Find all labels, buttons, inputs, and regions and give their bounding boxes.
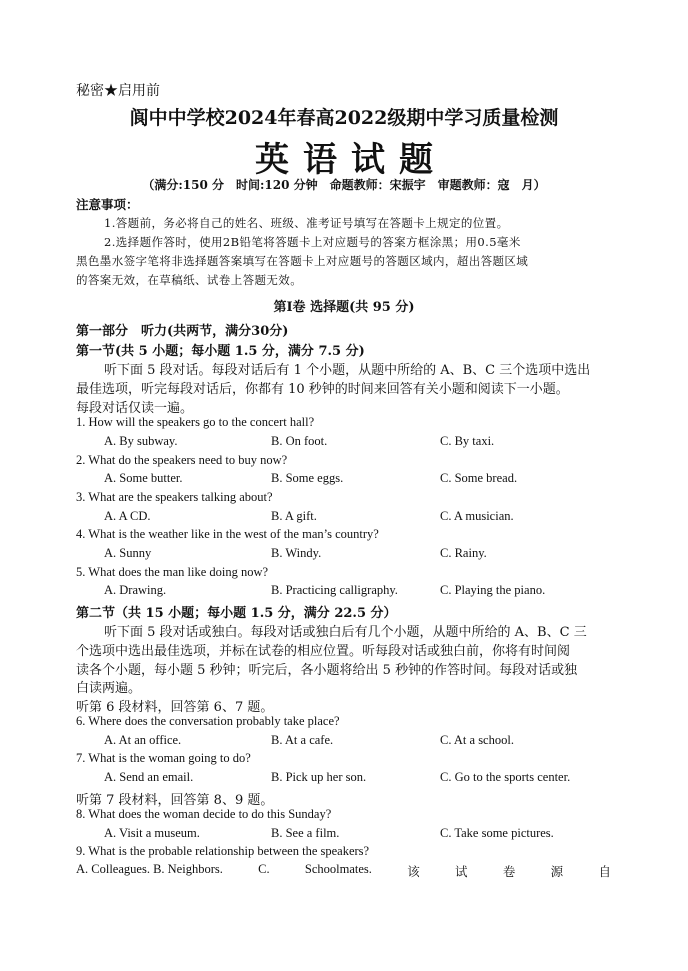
instruction-line: 最佳选项，听完每段对话后，你都有 10 秒钟的时间来回答有关小题和阅读下一小题。 xyxy=(76,382,569,397)
source-char: 该 xyxy=(407,865,420,879)
question-stem: 5. What does the man like doing now? xyxy=(76,565,269,579)
option-c-letter: C. xyxy=(258,862,270,876)
instruction-line: 个选项中选出最佳选项，并标在试卷的相应位置。听每段对话或独白前，你将有时间阅 xyxy=(76,644,571,659)
question-9-options xyxy=(76,862,611,880)
question-stem: 6. Where does the conversation probably take place? xyxy=(76,714,340,728)
source-char: 源 xyxy=(550,865,564,879)
notice-title: 注意事项： xyxy=(76,197,139,212)
option-a: A. A CD. xyxy=(104,509,151,523)
option-b: B. On foot. xyxy=(271,434,328,448)
option-b: B. A gift. xyxy=(271,509,317,523)
option-a: A. Visit a museum. xyxy=(104,826,200,840)
question-stem: 8. What does the woman decide to do this Sunday? xyxy=(76,807,332,821)
notice-line: 的答案无效，在草稿纸、试卷上答题无效。 xyxy=(76,273,303,287)
question-stem: 7. What is the woman going to do? xyxy=(76,751,251,765)
volume-heading: 第Ⅰ卷 选择题(共 95 分) xyxy=(273,300,415,315)
option-c: C. Take some pictures. xyxy=(440,826,554,840)
confidential-label: 秘密★启用前 xyxy=(76,83,160,99)
option-c: C. Go to the sports center. xyxy=(440,770,571,784)
option-c: C. Rainy. xyxy=(440,546,487,560)
question-stem: 3. What are the speakers talking about? xyxy=(76,490,273,504)
instruction-line: 每段对话仅读一遍。 xyxy=(76,401,194,416)
source-char: 自 xyxy=(598,865,611,879)
option-c: C. By taxi. xyxy=(440,434,495,448)
option-a: A. By subway. xyxy=(104,434,178,448)
notice-line: 2.选择题作答时，使用2B铅笔将答题卡上对应题号的答案方框涂黑；用0.5毫米 xyxy=(104,235,521,249)
option-c: Schoolmates. xyxy=(304,862,372,876)
question-stem: 4. What is the weather like in the west of the man’s country? xyxy=(76,527,379,541)
option-b: B. Practicing calligraphy. xyxy=(271,583,398,597)
option-b: B. Windy. xyxy=(271,546,322,560)
section-heading: 第一节(共 5 小题；每小题 1.5 分，满分 7.5 分) xyxy=(76,344,365,359)
option-b: B. Pick up her son. xyxy=(271,770,367,784)
material-note: 听第 6 段材料，回答第 6、7 题。 xyxy=(76,700,274,715)
material-note: 听第 7 段材料，回答第 8、9 题。 xyxy=(76,793,274,808)
instruction-line: 听下面 5 段对话。每段对话后有 1 个小题，从题中所给的 A、B、C 三个选项中选出 xyxy=(104,363,591,378)
question-stem: 2. What do the speakers need to buy now? xyxy=(76,453,288,467)
instruction-line: 读各个小题，每小题 5 秒钟；听完后，各小题将给出 5 秒钟的作答时间。每段对话或独 xyxy=(76,663,578,678)
subject-title: 英语试题 xyxy=(255,140,447,180)
option-a-b: A. Colleagues. B. Neighbors. xyxy=(76,862,223,876)
option-c: C. Playing the piano. xyxy=(440,583,546,597)
question-stem: 1. How will the speakers go to the concert hall? xyxy=(76,415,315,429)
option-b: B. See a film. xyxy=(271,826,340,840)
option-a: A. Send an email. xyxy=(104,770,194,784)
option-c: C. Some bread. xyxy=(440,471,518,485)
option-c: C. At a school. xyxy=(440,733,514,747)
part-heading: 第一部分 听力(共两节，满分30分) xyxy=(76,324,289,339)
option-b: B. At a cafe. xyxy=(271,733,334,747)
instruction-line: 听下面 5 段对话或独白。每段对话或独白后有几个小题，从题中所给的 A、B、C 三 xyxy=(104,625,587,640)
notice-line: 1.答题前，务必将自己的姓名、班级、准考证号填写在答题卡上规定的位置。 xyxy=(104,216,509,230)
source-char: 卷 xyxy=(502,865,516,879)
option-a: A. Some butter. xyxy=(104,471,183,485)
school-exam-title: 阆中中学校2024年春高2022级期中学习质量检测 xyxy=(129,107,559,129)
instruction-line: 白读两遍。 xyxy=(76,681,142,696)
question-stem: 9. What is the probable relationship between the speakers? xyxy=(76,844,370,858)
notice-line: 黑色墨水签字笔将非选择题答案填写在答题卡上对应题号的答题区域内，超出答题区域 xyxy=(76,254,529,268)
option-a: A. Drawing. xyxy=(104,583,167,597)
option-c: C. A musician. xyxy=(440,509,514,523)
option-b: B. Some eggs. xyxy=(271,471,344,485)
source-char: 试 xyxy=(455,865,468,879)
exam-meta: （满分:150 分 时间:120 分钟 命题教师：宋振宇 审题教师：寇 月） xyxy=(142,178,546,192)
option-a: A. Sunny xyxy=(104,546,152,560)
section-heading: 第二节（共 15 小题；每小题 1.5 分，满分 22.5 分） xyxy=(76,606,397,621)
option-a: A. At an office. xyxy=(104,733,182,747)
